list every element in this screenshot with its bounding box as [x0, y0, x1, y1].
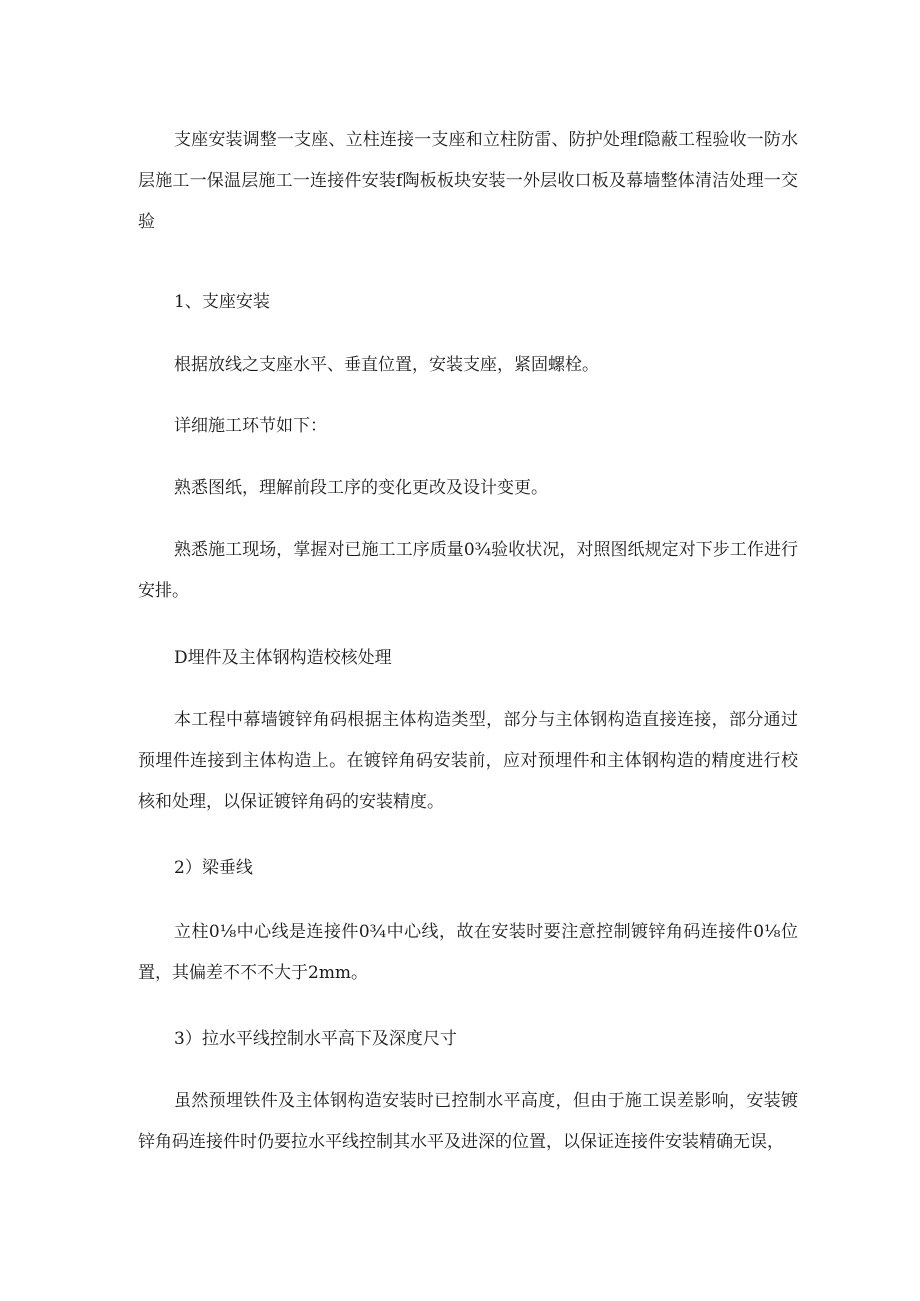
- heading-plumb-line: 2）梁垂线: [174, 858, 253, 878]
- paragraph-install-supports: 根据放线之支座水平、垂直位置，安装支座，紧固螺栓。: [174, 355, 599, 375]
- paragraph-detailed-steps: 详细施工环节如下：: [174, 416, 327, 436]
- heading-horizontal-line: 3）拉水平线控制水平高下及深度尺寸: [174, 1029, 457, 1049]
- paragraph-familiarize-site: 熟悉施工现场，掌握对已施工工序质量0¾验收状况，对照图纸规定对下步工作进行安排。: [138, 540, 798, 601]
- paragraph-column-centerline: 立柱0⅛中心线是连接件0¾中心线，故在安装时要注意控制镀锌角码连接件0⅛位置，其偏差不不不大于2mm。: [138, 922, 798, 983]
- paragraph-galvanized-brackets: 本工程中幕墙镀锌角码根据主体构造类型，部分与主体钢构造直接连接，部分通过预埋件连接到主体构造上。在镀锌角码安装前，应对预埋件和主体钢构造的精度进行校核和处理，以保证镀锌角码的安装精度。: [138, 710, 798, 812]
- heading-support-installation: 1、支座安装: [174, 292, 270, 312]
- paragraph-process-flow: 支座安装调整一支座、立柱连接一支座和立柱防雷、防护处理f隐蔽工程验收一防水层施工一保温层施工一连接件安装f陶板板块安装一外层收口板及幕墙整体清洁处理一交验: [138, 130, 798, 232]
- paragraph-familiarize-drawings: 熟悉图纸，理解前段工序的变化更改及设计变更。: [174, 478, 548, 498]
- paragraph-horizontal-control: 虽然预埋铁件及主体钢构造安装时已控制水平高度，但由于施工误差影响，安装镀锌角码连接件时仍要拉水平线控制其水平及进深的位置，以保证连接件安装精确无误，: [138, 1091, 798, 1152]
- heading-embedded-parts-check: D埋件及主体钢构造校核处理: [174, 648, 392, 668]
